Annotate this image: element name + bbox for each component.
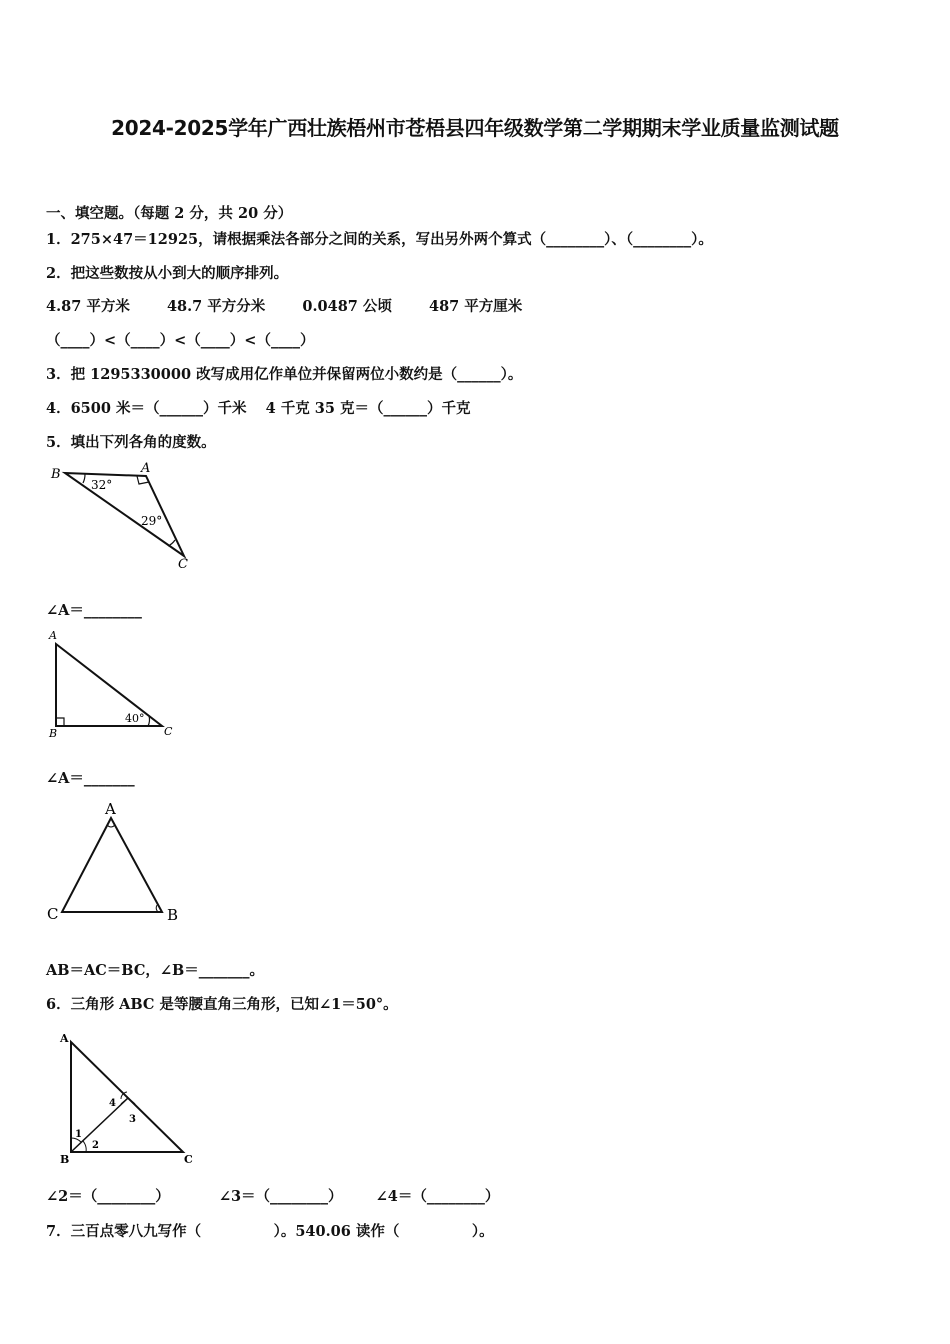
- vertex-label-c: C: [184, 1153, 193, 1166]
- angle-arc-2: [83, 1141, 86, 1152]
- vertex-label-b: B: [167, 906, 179, 924]
- answer-angle-2: ∠2＝（________）: [46, 1188, 170, 1205]
- vertex-label-a: A: [141, 461, 151, 476]
- triangle-figure-1: [45, 460, 205, 575]
- section-heading: 一、填空题。（每题 2 分，共 20 分）: [46, 205, 293, 222]
- equilateral-triangle-shape: [62, 818, 162, 912]
- vertex-label-b: B: [51, 467, 61, 482]
- question-6: 6．三角形 ABC 是等腰直角三角形，已知∠1＝50°。: [46, 996, 398, 1013]
- angle-label-1: 1: [75, 1129, 82, 1140]
- item-2: 48.7 平方分米: [166, 298, 266, 315]
- vertex-label-c: C: [164, 725, 173, 738]
- answer-angle-4: ∠4＝（________）: [375, 1188, 500, 1205]
- question-4-part-1: 4．6500 米＝（______）千米: [46, 400, 247, 417]
- angle-arc-c: [148, 716, 149, 726]
- right-angle-mark: [56, 718, 64, 726]
- vertex-label-c: C: [47, 905, 59, 923]
- right-triangle-shape: [56, 644, 162, 726]
- angle-label-c: 29°: [141, 514, 163, 528]
- angle-label-2: 2: [92, 1140, 99, 1151]
- triangle-figure-3: [45, 798, 185, 923]
- inner-line: [71, 1098, 128, 1152]
- vertex-label-a: A: [105, 800, 116, 818]
- answer-angle-3: ∠3＝（________）: [218, 1188, 343, 1205]
- triangle-shape: [65, 473, 184, 556]
- angle-label-4: 4: [109, 1098, 116, 1109]
- angle-arc-b: [83, 474, 85, 483]
- vertex-label-b: B: [49, 727, 58, 740]
- angle-label-b: 32°: [91, 478, 113, 492]
- question-2: 2．把这些数按从小到大的顺序排列。: [46, 265, 289, 282]
- vertex-label-a: A: [60, 1032, 69, 1045]
- question-1: 1．275×47＝12925，请根据乘法各部分之间的关系，写出另外两个算式（________）、（________）。: [46, 231, 713, 248]
- question-2-items: [46, 295, 522, 316]
- question-4: [46, 397, 470, 418]
- isosceles-right-triangle-figure: [55, 1030, 215, 1165]
- question-6-answers: [46, 1185, 499, 1206]
- question-4-part-2: 4 千克 35 克＝（______）千克: [265, 400, 471, 417]
- answer-angle-b: AB＝AC＝BC，∠B＝_______。: [46, 962, 265, 979]
- vertex-label-c: C: [178, 557, 188, 572]
- question-7: 7．三百点零八九写作（ ）。540.06 读作（ ）。: [46, 1223, 494, 1240]
- item-1: 4.87 平方米: [46, 298, 130, 315]
- answer-angle-a-2: ∠A＝_______: [46, 770, 135, 787]
- angle-arc-c: [168, 540, 175, 546]
- item-4: 487 平方厘米: [428, 298, 523, 315]
- question-2-order: （____）<（____）<（____）<（____）: [46, 332, 315, 349]
- angle-label-3: 3: [129, 1114, 136, 1125]
- answer-angle-a-1: ∠A＝________: [46, 602, 142, 619]
- question-3: 3．把 1295330000 改写成用亿作单位并保留两位小数约是（______）。: [46, 366, 523, 383]
- triangle-figure-2: [45, 628, 185, 738]
- vertex-label-b: B: [60, 1153, 70, 1166]
- question-5: 5．填出下列各角的度数。: [46, 434, 216, 451]
- angle-label-c: 40°: [125, 712, 145, 725]
- vertex-label-a: A: [49, 629, 57, 642]
- item-3: 0.0487 公顷: [302, 298, 392, 315]
- page-title: 2024-2025学年广西壮族梧州市苍梧县四年级数学第二学期期末学业质量监测试题: [111, 116, 839, 140]
